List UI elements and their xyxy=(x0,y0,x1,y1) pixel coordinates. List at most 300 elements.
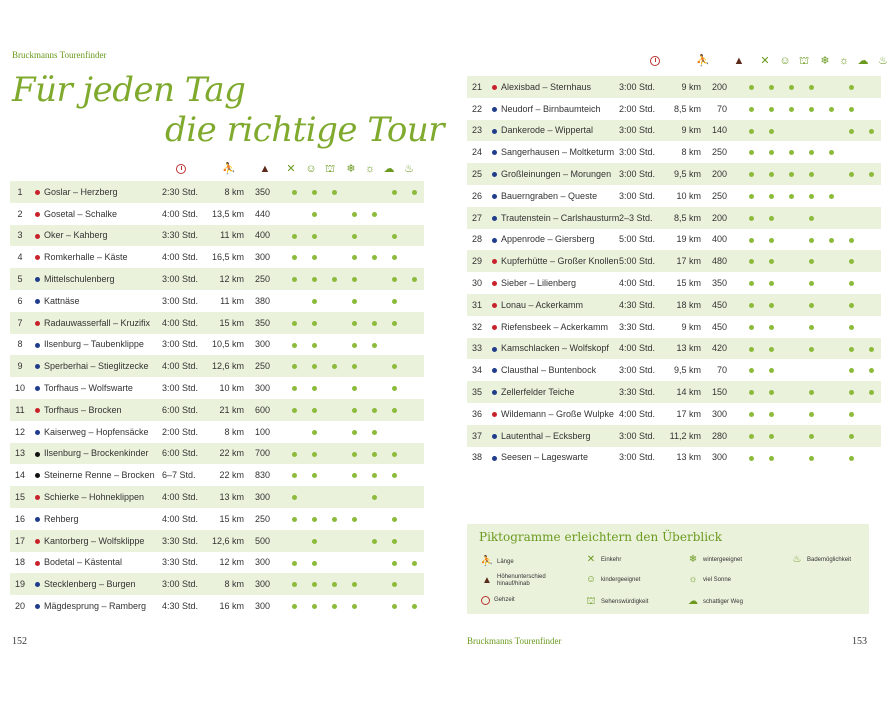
feature-cell xyxy=(384,203,404,225)
tour-number: 21 xyxy=(467,76,487,98)
feature-cell xyxy=(841,207,861,229)
difficulty-dot xyxy=(487,359,501,381)
feature-cell xyxy=(781,447,801,469)
feature-dot xyxy=(312,364,317,369)
spacer xyxy=(272,530,284,552)
tour-elevation: 300 xyxy=(246,246,272,268)
tour-name: Bodetal – Kästental xyxy=(44,552,162,574)
feature-cell xyxy=(404,377,424,399)
tour-name: Appenrode – Giersberg xyxy=(501,229,619,251)
feature-dot xyxy=(749,347,754,352)
tour-duration: 4:00 Std. xyxy=(162,486,208,508)
spacer xyxy=(729,207,741,229)
feature-dot xyxy=(392,408,397,413)
tour-duration: 3:30 Std. xyxy=(619,316,665,338)
difficulty-dot xyxy=(30,290,44,312)
feature-dot xyxy=(829,194,834,199)
feature-dot xyxy=(769,194,774,199)
feature-cell xyxy=(324,312,344,334)
running-head: Bruckmanns Tourenfinder xyxy=(12,50,107,60)
feature-cell xyxy=(841,98,861,120)
tour-number: 7 xyxy=(10,312,30,334)
feature-cell xyxy=(841,447,861,469)
tour-duration: 3:00 Std. xyxy=(619,141,665,163)
feature-cell xyxy=(821,425,841,447)
feature-cell xyxy=(781,185,801,207)
tour-length: 8 km xyxy=(208,421,246,443)
clock-icon xyxy=(650,56,660,66)
feature-cell xyxy=(384,399,404,421)
feature-dot xyxy=(789,85,794,90)
feature-dot xyxy=(769,390,774,395)
tour-duration: 2:00 Std. xyxy=(619,98,665,120)
tour-elevation: 250 xyxy=(246,508,272,530)
tour-length: 9 km xyxy=(665,120,703,142)
tour-name: Torfhaus – Wolfswarte xyxy=(44,377,162,399)
feature-dot xyxy=(749,456,754,461)
clock-icon xyxy=(481,596,490,605)
feature-dot xyxy=(809,434,814,439)
feature-cell xyxy=(284,552,304,574)
feature-dot xyxy=(809,281,814,286)
tour-elevation: 140 xyxy=(703,120,729,142)
feature-cell xyxy=(344,530,364,552)
feature-dot xyxy=(312,321,317,326)
feature-cell xyxy=(404,181,424,203)
feature-cell xyxy=(801,185,821,207)
feature-cell xyxy=(384,225,404,247)
feature-dot xyxy=(789,194,794,199)
spacer xyxy=(272,573,284,595)
tour-number: 20 xyxy=(10,595,30,617)
feature-cell xyxy=(801,294,821,316)
tour-row xyxy=(10,334,424,356)
spacer xyxy=(272,181,284,203)
feature-cell xyxy=(841,359,861,381)
page-number-left: 152 xyxy=(12,636,27,647)
feature-dot xyxy=(789,172,794,177)
feature-cell xyxy=(364,225,384,247)
feature-cell xyxy=(384,290,404,312)
feature-dot xyxy=(352,604,357,609)
tour-row xyxy=(467,272,881,294)
difficulty-dot xyxy=(487,120,501,142)
tour-duration: 3:00 Std. xyxy=(619,163,665,185)
feature-dot xyxy=(292,255,297,260)
feature-cell xyxy=(841,338,861,360)
tour-duration: 3:00 Std. xyxy=(619,425,665,447)
feature-dot xyxy=(769,347,774,352)
feature-dot xyxy=(809,194,814,199)
feature-dot xyxy=(352,343,357,348)
feature-cell xyxy=(384,377,404,399)
tour-elevation: 480 xyxy=(703,250,729,272)
feature-dot xyxy=(749,303,754,308)
feature-cell xyxy=(324,486,344,508)
feature-cell xyxy=(404,246,424,268)
feature-dot xyxy=(809,390,814,395)
feature-dot xyxy=(849,85,854,90)
feature-dot xyxy=(292,190,297,195)
spacer xyxy=(729,120,741,142)
difficulty-blue-dot xyxy=(35,582,40,587)
feature-cell xyxy=(344,421,364,443)
tour-row xyxy=(10,573,424,595)
feature-cell xyxy=(324,552,344,574)
feature-cell xyxy=(364,464,384,486)
tour-number: 8 xyxy=(10,334,30,356)
difficulty-dot xyxy=(487,229,501,251)
tour-number: 25 xyxy=(467,163,487,185)
tour-elevation: 380 xyxy=(246,290,272,312)
feature-cell xyxy=(861,272,881,294)
feature-cell xyxy=(364,595,384,617)
smiley-icon: ☺ xyxy=(779,54,791,67)
tour-number: 14 xyxy=(10,464,30,486)
feature-dot xyxy=(869,172,874,177)
feature-dot xyxy=(869,390,874,395)
feature-cell xyxy=(324,508,344,530)
tour-table-right xyxy=(467,76,881,468)
feature-dot xyxy=(372,343,377,348)
tour-name: Clausthal – Buntenbock xyxy=(501,359,619,381)
tour-name: Ilsenburg – Brockenkinder xyxy=(44,443,162,465)
tour-length: 15 km xyxy=(208,312,246,334)
feature-cell xyxy=(304,443,324,465)
feature-cell xyxy=(761,316,781,338)
tour-length: 10 km xyxy=(665,185,703,207)
legend-item xyxy=(687,554,742,566)
legend-item xyxy=(481,574,561,588)
feature-cell xyxy=(364,246,384,268)
feature-cell xyxy=(284,464,304,486)
tour-elevation: 300 xyxy=(246,377,272,399)
feature-cell xyxy=(304,421,324,443)
fork-knife-icon: ✕ xyxy=(586,554,596,566)
feature-dot xyxy=(769,259,774,264)
feature-cell xyxy=(761,98,781,120)
tour-elevation: 250 xyxy=(703,141,729,163)
feature-dot xyxy=(412,604,417,609)
feature-cell xyxy=(801,250,821,272)
tour-duration: 3:00 Std. xyxy=(619,185,665,207)
tour-length: 15 km xyxy=(208,508,246,530)
legend-label: Höhenunterschied hinauf/hinab xyxy=(497,574,546,587)
tour-length: 22 km xyxy=(208,464,246,486)
tour-duration: 3:30 Std. xyxy=(619,381,665,403)
feature-dot xyxy=(312,452,317,457)
feature-dot xyxy=(849,107,854,112)
feature-dot xyxy=(849,259,854,264)
tour-table-left xyxy=(10,181,424,617)
feature-cell xyxy=(284,573,304,595)
mountain-icon: ▲ xyxy=(733,54,745,67)
feature-cell xyxy=(384,443,404,465)
feature-cell xyxy=(304,595,324,617)
difficulty-blue-dot xyxy=(492,172,497,177)
legend-label: viel Sonne xyxy=(703,576,732,583)
tour-row xyxy=(467,381,881,403)
tour-row xyxy=(467,229,881,251)
tour-duration: 3:00 Std. xyxy=(619,359,665,381)
feature-dot xyxy=(749,325,754,330)
difficulty-red-dot xyxy=(35,255,40,260)
feature-cell xyxy=(344,595,364,617)
spacer xyxy=(729,425,741,447)
tour-elevation: 350 xyxy=(246,181,272,203)
tour-row xyxy=(467,359,881,381)
feature-cell xyxy=(781,207,801,229)
fork-knife-icon: ✕ xyxy=(760,54,770,67)
feature-cell xyxy=(781,359,801,381)
feature-dot xyxy=(392,582,397,587)
tour-name: Lonau – Ackerkamm xyxy=(501,294,619,316)
tour-number: 15 xyxy=(10,486,30,508)
feature-cell xyxy=(801,141,821,163)
feature-cell xyxy=(344,464,364,486)
feature-cell xyxy=(304,399,324,421)
difficulty-red-dot xyxy=(492,281,497,286)
bathing-icon: ♨ xyxy=(792,554,802,566)
feature-cell xyxy=(404,355,424,377)
feature-cell xyxy=(324,530,344,552)
tour-elevation: 250 xyxy=(703,185,729,207)
feature-dot xyxy=(392,517,397,522)
feature-dot xyxy=(332,604,337,609)
difficulty-blue-dot xyxy=(492,216,497,221)
feature-dot xyxy=(352,386,357,391)
tour-number: 11 xyxy=(10,399,30,421)
spacer xyxy=(272,268,284,290)
feature-cell xyxy=(404,334,424,356)
feature-dot xyxy=(352,277,357,282)
tour-row xyxy=(467,294,881,316)
feature-cell xyxy=(801,120,821,142)
feature-dot xyxy=(372,495,377,500)
feature-dot xyxy=(829,150,834,155)
tour-elevation: 200 xyxy=(703,207,729,229)
feature-dot xyxy=(392,452,397,457)
tour-duration: 4:00 Std. xyxy=(619,338,665,360)
hiker-icon: ⛹ xyxy=(222,162,236,175)
tour-name: Sieber – Lilienberg xyxy=(501,272,619,294)
feature-dot xyxy=(769,129,774,134)
snowflake-icon: ❄ xyxy=(346,162,356,175)
tour-length: 13 km xyxy=(665,338,703,360)
feature-dot xyxy=(809,150,814,155)
tour-name: Kantorberg – Wolfsklippe xyxy=(44,530,162,552)
tour-number: 35 xyxy=(467,381,487,403)
spacer xyxy=(272,377,284,399)
feature-cell xyxy=(841,185,861,207)
tour-elevation: 280 xyxy=(703,425,729,447)
feature-cell xyxy=(304,486,324,508)
tour-elevation: 500 xyxy=(246,530,272,552)
difficulty-blue-dot xyxy=(492,238,497,243)
tour-length: 13,5 km xyxy=(208,203,246,225)
tour-duration: 4:00 Std. xyxy=(162,203,208,225)
feature-cell xyxy=(821,98,841,120)
difficulty-red-dot xyxy=(492,85,497,90)
tour-number: 10 xyxy=(10,377,30,399)
feature-cell xyxy=(384,355,404,377)
tour-duration: 2:30 Std. xyxy=(162,181,208,203)
feature-dot xyxy=(392,321,397,326)
tour-number: 12 xyxy=(10,421,30,443)
feature-dot xyxy=(372,539,377,544)
feature-dot xyxy=(769,172,774,177)
tour-number: 37 xyxy=(467,425,487,447)
difficulty-dot xyxy=(30,399,44,421)
feature-cell xyxy=(841,403,861,425)
difficulty-blue-dot xyxy=(492,129,497,134)
tour-length: 12,6 km xyxy=(208,355,246,377)
feature-cell xyxy=(364,421,384,443)
feature-dot xyxy=(292,321,297,326)
feature-dot xyxy=(352,430,357,435)
feature-cell xyxy=(344,312,364,334)
page-number-right: 153 xyxy=(852,636,867,647)
tour-name: Mägdesprung – Ramberg xyxy=(44,595,162,617)
tour-row xyxy=(10,355,424,377)
feature-dot xyxy=(392,364,397,369)
tour-elevation: 350 xyxy=(703,272,729,294)
feature-cell xyxy=(384,595,404,617)
feature-cell xyxy=(801,338,821,360)
feature-cell xyxy=(324,225,344,247)
feature-cell xyxy=(284,355,304,377)
difficulty-dot xyxy=(30,225,44,247)
tour-row xyxy=(10,595,424,617)
tour-name: Lautenthal – Ecksberg xyxy=(501,425,619,447)
feature-cell xyxy=(821,294,841,316)
feature-dot xyxy=(292,277,297,282)
feature-dot xyxy=(352,452,357,457)
feature-cell xyxy=(384,508,404,530)
feature-cell xyxy=(781,163,801,185)
clock-icon xyxy=(176,164,186,174)
feature-dot xyxy=(809,107,814,112)
feature-cell xyxy=(801,316,821,338)
difficulty-dot xyxy=(30,355,44,377)
tour-number: 2 xyxy=(10,203,30,225)
feature-dot xyxy=(809,412,814,417)
feature-dot xyxy=(749,85,754,90)
feature-dot xyxy=(312,299,317,304)
feature-dot xyxy=(352,364,357,369)
tour-name: Mittelschulenberg xyxy=(44,268,162,290)
feature-cell xyxy=(861,250,881,272)
tour-number: 34 xyxy=(467,359,487,381)
tour-length: 14 km xyxy=(665,381,703,403)
feature-cell xyxy=(761,338,781,360)
feature-dot xyxy=(292,386,297,391)
feature-cell xyxy=(821,76,841,98)
feature-dot xyxy=(769,107,774,112)
page-title-line2: die richtige Tour xyxy=(165,110,445,150)
tour-elevation: 400 xyxy=(246,225,272,247)
tour-row xyxy=(10,203,424,225)
difficulty-blue-dot xyxy=(35,299,40,304)
spacer xyxy=(729,76,741,98)
spacer xyxy=(272,421,284,443)
tour-length: 12,6 km xyxy=(208,530,246,552)
tour-length: 22 km xyxy=(208,443,246,465)
tour-row xyxy=(467,403,881,425)
difficulty-black-dot xyxy=(35,452,40,457)
feature-cell xyxy=(781,316,801,338)
fork-knife-icon: ✕ xyxy=(286,162,296,175)
spacer xyxy=(729,403,741,425)
tour-length: 9,5 km xyxy=(665,359,703,381)
spacer xyxy=(729,316,741,338)
feature-cell xyxy=(404,552,424,574)
tour-number: 13 xyxy=(10,443,30,465)
feature-cell xyxy=(324,595,344,617)
difficulty-blue-dot xyxy=(35,343,40,348)
feature-dot xyxy=(292,517,297,522)
feature-cell xyxy=(364,377,384,399)
feature-cell xyxy=(761,120,781,142)
spacer xyxy=(729,272,741,294)
feature-cell xyxy=(304,312,324,334)
feature-cell xyxy=(364,268,384,290)
spacer xyxy=(729,381,741,403)
feature-cell xyxy=(364,552,384,574)
feature-dot xyxy=(849,303,854,308)
feature-cell xyxy=(761,76,781,98)
tour-duration: 5:00 Std. xyxy=(619,229,665,251)
feature-dot xyxy=(412,277,417,282)
feature-cell xyxy=(741,163,761,185)
difficulty-blue-dot xyxy=(492,347,497,352)
tour-length: 19 km xyxy=(665,229,703,251)
feature-cell xyxy=(741,229,761,251)
tour-number: 5 xyxy=(10,268,30,290)
tour-number: 33 xyxy=(467,338,487,360)
feature-cell xyxy=(841,229,861,251)
tour-row xyxy=(10,225,424,247)
feature-cell xyxy=(801,425,821,447)
feature-dot xyxy=(372,255,377,260)
feature-cell xyxy=(741,76,761,98)
feature-dot xyxy=(292,604,297,609)
feature-dot xyxy=(849,238,854,243)
tour-number: 23 xyxy=(467,120,487,142)
tour-elevation: 250 xyxy=(246,355,272,377)
feature-cell xyxy=(344,552,364,574)
feature-cell xyxy=(841,272,861,294)
difficulty-dot xyxy=(30,530,44,552)
tour-length: 13 km xyxy=(665,447,703,469)
tour-length: 12 km xyxy=(208,268,246,290)
tour-length: 11 km xyxy=(208,290,246,312)
tour-elevation: 300 xyxy=(703,403,729,425)
spacer xyxy=(272,486,284,508)
feature-cell xyxy=(304,508,324,530)
tour-elevation: 350 xyxy=(246,312,272,334)
feature-dot xyxy=(312,234,317,239)
difficulty-dot xyxy=(487,272,501,294)
feature-dot xyxy=(392,561,397,566)
feature-cell xyxy=(861,425,881,447)
tour-elevation: 70 xyxy=(703,359,729,381)
feature-cell xyxy=(841,381,861,403)
feature-dot xyxy=(312,430,317,435)
feature-dot xyxy=(352,517,357,522)
legend-label: kindergeeignet xyxy=(601,576,641,583)
feature-dot xyxy=(849,368,854,373)
